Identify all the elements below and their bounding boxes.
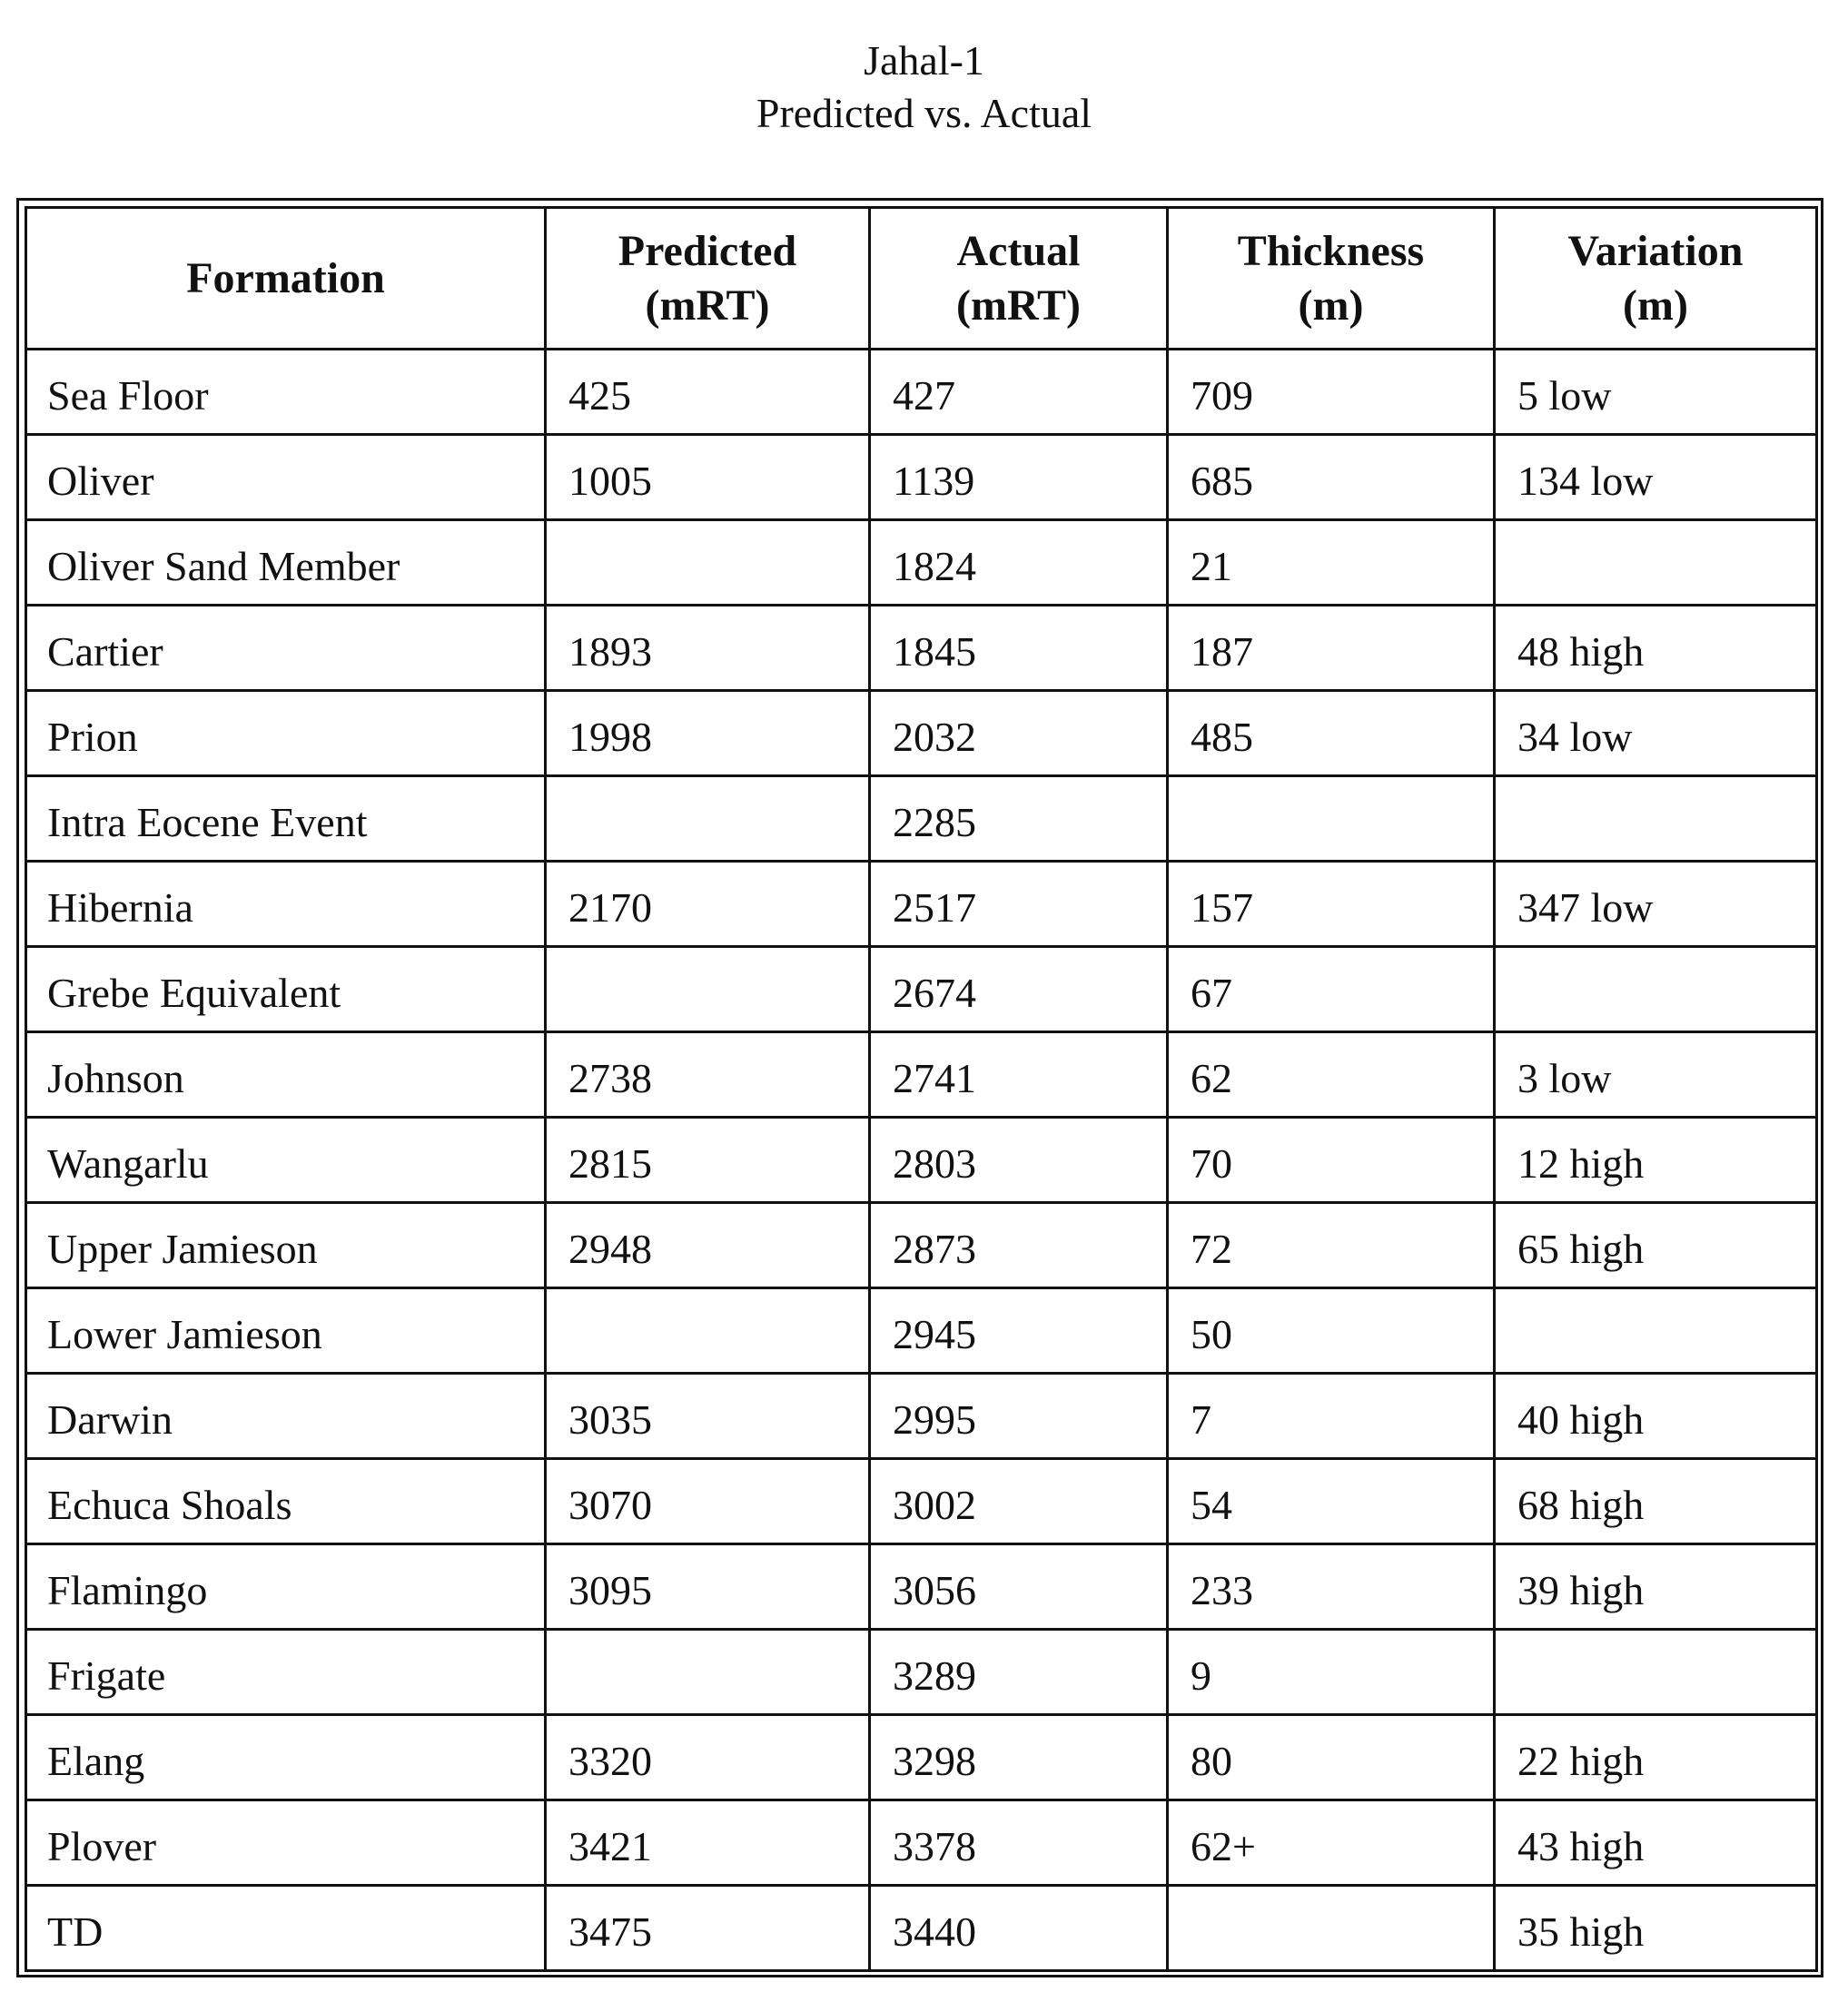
cell-variation: 347 low	[1495, 862, 1817, 947]
table-row	[26, 776, 1817, 862]
cell-predicted: 3320	[546, 1715, 870, 1800]
cell-formation: Oliver	[26, 435, 546, 520]
cell-thickness	[1168, 776, 1495, 862]
cell-predicted: 425	[546, 350, 870, 435]
cell-predicted	[546, 520, 870, 606]
cell-formation: Upper Jamieson	[26, 1203, 546, 1288]
cell-actual: 427	[870, 350, 1168, 435]
cell-formation: Elang	[26, 1715, 546, 1800]
cell-thickness: 485	[1168, 691, 1495, 776]
cell-formation: Prion	[26, 691, 546, 776]
cell-variation: 3 low	[1495, 1032, 1817, 1118]
cell-formation: Darwin	[26, 1374, 546, 1459]
cell-thickness	[1168, 1886, 1495, 1971]
cell-thickness: 9	[1168, 1630, 1495, 1715]
cell-actual: 2741	[870, 1032, 1168, 1118]
cell-thickness: 7	[1168, 1374, 1495, 1459]
cell-variation: 12 high	[1495, 1118, 1817, 1203]
cell-predicted: 3475	[546, 1886, 870, 1971]
cell-thickness: 70	[1168, 1118, 1495, 1203]
cell-formation: Grebe Equivalent	[26, 947, 546, 1032]
cell-variation: 5 low	[1495, 350, 1817, 435]
header-predicted: Predicted (mRT)	[546, 208, 870, 350]
cell-actual: 2803	[870, 1118, 1168, 1203]
cell-formation: Sea Floor	[26, 350, 546, 435]
cell-predicted: 2170	[546, 862, 870, 947]
table-row	[26, 1459, 1817, 1544]
cell-predicted: 2948	[546, 1203, 870, 1288]
cell-actual: 3440	[870, 1886, 1168, 1971]
cell-actual: 2873	[870, 1203, 1168, 1288]
cell-thickness: 72	[1168, 1203, 1495, 1288]
cell-actual: 1824	[870, 520, 1168, 606]
cell-variation: 40 high	[1495, 1374, 1817, 1459]
cell-variation	[1495, 947, 1817, 1032]
cell-formation: TD	[26, 1886, 546, 1971]
cell-actual: 2674	[870, 947, 1168, 1032]
cell-formation: Echuca Shoals	[26, 1459, 546, 1544]
cell-predicted: 1005	[546, 435, 870, 520]
cell-thickness: 685	[1168, 435, 1495, 520]
well-name: Jahal-1	[864, 37, 984, 84]
cell-variation	[1495, 1288, 1817, 1374]
table-row	[26, 1800, 1817, 1886]
cell-formation: Lower Jamieson	[26, 1288, 546, 1374]
cell-predicted: 1998	[546, 691, 870, 776]
cell-predicted: 3070	[546, 1459, 870, 1544]
cell-variation: 43 high	[1495, 1800, 1817, 1886]
cell-predicted: 2815	[546, 1118, 870, 1203]
cell-thickness: 157	[1168, 862, 1495, 947]
header-variation: Variation (m)	[1495, 208, 1817, 350]
table-body	[26, 350, 1817, 1971]
header-thickness: Thickness (m)	[1168, 208, 1495, 350]
table-row	[26, 947, 1817, 1032]
table-row	[26, 1288, 1817, 1374]
cell-thickness: 187	[1168, 606, 1495, 691]
formation-table	[25, 206, 1818, 1972]
table-row	[26, 1374, 1817, 1459]
cell-variation: 134 low	[1495, 435, 1817, 520]
cell-thickness: 62	[1168, 1032, 1495, 1118]
cell-variation: 39 high	[1495, 1544, 1817, 1630]
document-title	[0, 35, 1848, 140]
cell-formation: Cartier	[26, 606, 546, 691]
cell-variation	[1495, 520, 1817, 606]
table-row	[26, 1630, 1817, 1715]
table-row	[26, 606, 1817, 691]
cell-actual: 1845	[870, 606, 1168, 691]
cell-actual: 3378	[870, 1800, 1168, 1886]
cell-predicted: 3095	[546, 1544, 870, 1630]
cell-predicted: 3035	[546, 1374, 870, 1459]
cell-thickness: 21	[1168, 520, 1495, 606]
cell-thickness: 54	[1168, 1459, 1495, 1544]
cell-formation: Intra Eocene Event	[26, 776, 546, 862]
cell-thickness: 67	[1168, 947, 1495, 1032]
table-row	[26, 520, 1817, 606]
cell-formation: Frigate	[26, 1630, 546, 1715]
cell-formation: Wangarlu	[26, 1118, 546, 1203]
cell-variation: 48 high	[1495, 606, 1817, 691]
cell-actual: 3002	[870, 1459, 1168, 1544]
cell-actual: 3298	[870, 1715, 1168, 1800]
table-row	[26, 1118, 1817, 1203]
cell-actual: 1139	[870, 435, 1168, 520]
header-row	[26, 208, 1817, 350]
header-actual: Actual (mRT)	[870, 208, 1168, 350]
table-row	[26, 862, 1817, 947]
cell-variation: 35 high	[1495, 1886, 1817, 1971]
cell-predicted	[546, 1288, 870, 1374]
cell-variation: 34 low	[1495, 691, 1817, 776]
cell-thickness: 80	[1168, 1715, 1495, 1800]
cell-variation	[1495, 1630, 1817, 1715]
cell-actual: 2517	[870, 862, 1168, 947]
cell-predicted	[546, 947, 870, 1032]
table-frame	[16, 198, 1823, 1977]
cell-actual: 2945	[870, 1288, 1168, 1374]
cell-actual: 2032	[870, 691, 1168, 776]
table-row	[26, 435, 1817, 520]
table-row	[26, 1544, 1817, 1630]
table-row	[26, 1886, 1817, 1971]
cell-formation: Johnson	[26, 1032, 546, 1118]
cell-formation: Flamingo	[26, 1544, 546, 1630]
cell-thickness: 709	[1168, 350, 1495, 435]
cell-formation: Hibernia	[26, 862, 546, 947]
table-subtitle: Predicted vs. Actual	[756, 90, 1092, 136]
cell-variation: 65 high	[1495, 1203, 1817, 1288]
table-row	[26, 1032, 1817, 1118]
cell-variation: 68 high	[1495, 1459, 1817, 1544]
cell-thickness: 62+	[1168, 1800, 1495, 1886]
table-row	[26, 691, 1817, 776]
table-row	[26, 1715, 1817, 1800]
cell-variation: 22 high	[1495, 1715, 1817, 1800]
header-formation: Formation	[26, 208, 546, 350]
table-row	[26, 1203, 1817, 1288]
cell-formation: Plover	[26, 1800, 546, 1886]
cell-actual: 3056	[870, 1544, 1168, 1630]
cell-predicted	[546, 776, 870, 862]
cell-thickness: 50	[1168, 1288, 1495, 1374]
cell-predicted: 3421	[546, 1800, 870, 1886]
cell-variation	[1495, 776, 1817, 862]
cell-predicted	[546, 1630, 870, 1715]
cell-actual: 2995	[870, 1374, 1168, 1459]
cell-predicted: 2738	[546, 1032, 870, 1118]
table-row	[26, 350, 1817, 435]
cell-formation: Oliver Sand Member	[26, 520, 546, 606]
cell-actual: 3289	[870, 1630, 1168, 1715]
cell-thickness: 233	[1168, 1544, 1495, 1630]
cell-actual: 2285	[870, 776, 1168, 862]
cell-predicted: 1893	[546, 606, 870, 691]
